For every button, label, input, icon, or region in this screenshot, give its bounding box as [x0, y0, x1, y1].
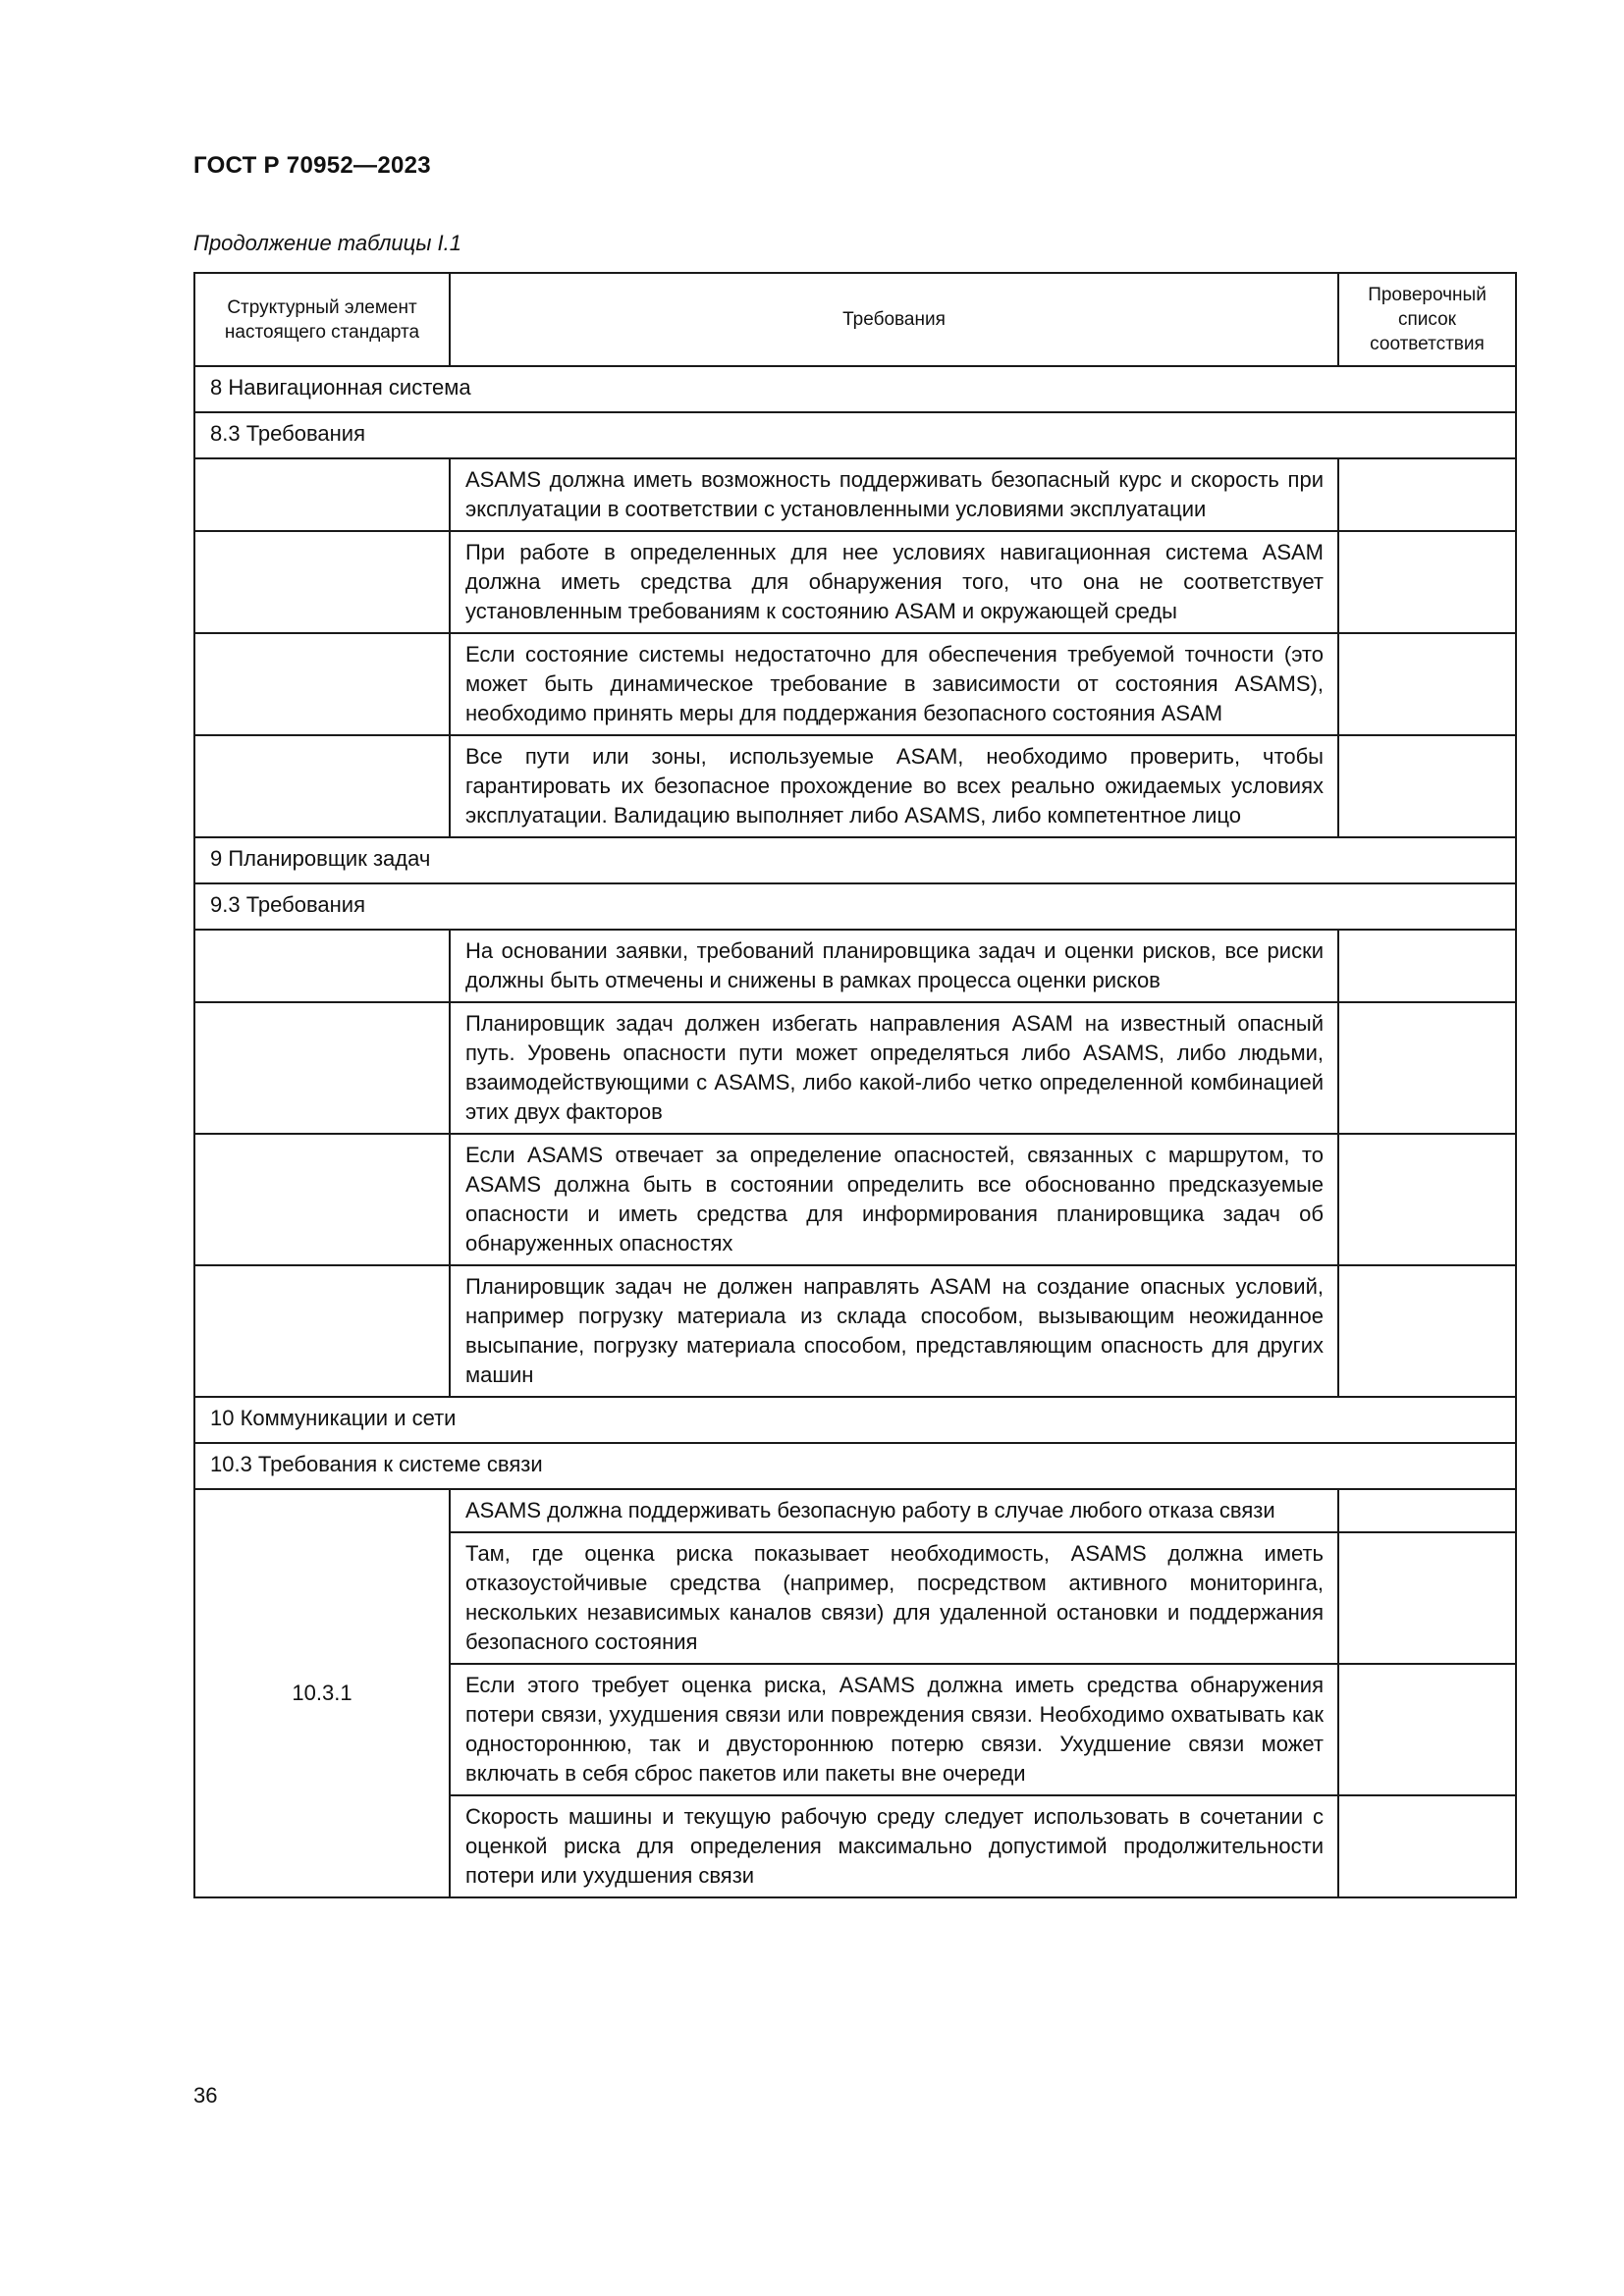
page-number: 36 — [193, 2083, 218, 2108]
table-caption: Продолжение таблицы I.1 — [193, 231, 461, 255]
column-header-structure: Структурный элемент настоящего стандарта — [194, 273, 450, 366]
section-row — [194, 1443, 1516, 1489]
requirement-cell: Если этого требует оценка риска, ASAMS должна иметь средства обнаружения потери связи, ухудшения связи или повреждения связи. Необходимо охватывать как одностороннюю, так и двустороннюю потерю связи. Ухудшение связи может включать в себя сброс пакетов или пакеты вне очереди — [450, 1664, 1338, 1795]
section-title: 9 Планировщик задач — [194, 837, 1516, 883]
table-row — [194, 1002, 1516, 1134]
requirement-cell: На основании заявки, требований планировщика задач и оценки рисков, все риски должны быть отмечены и снижены в рамках процесса оценки рисков — [450, 930, 1338, 1002]
section-title: 10 Коммуникации и сети — [194, 1397, 1516, 1443]
requirement-cell: ASAMS должна иметь возможность поддерживать безопасный курс и скорость при эксплуатации в соответствии с установленными условиями эксплуатации — [450, 458, 1338, 531]
structure-cell — [194, 930, 450, 1002]
checklist-cell — [1338, 1489, 1516, 1532]
checklist-cell — [1338, 1002, 1516, 1134]
structure-cell-10-3-1: 10.3.1 — [194, 1489, 450, 1897]
structure-cell — [194, 458, 450, 531]
table-row — [194, 1489, 1516, 1532]
table-row — [194, 633, 1516, 735]
table-row — [194, 458, 1516, 531]
structure-cell — [194, 1134, 450, 1265]
structure-cell — [194, 531, 450, 633]
section-row — [194, 412, 1516, 458]
column-header-requirements: Требования — [450, 273, 1338, 366]
checklist-cell — [1338, 1134, 1516, 1265]
checklist-cell — [1338, 633, 1516, 735]
table-row — [194, 735, 1516, 837]
checklist-cell — [1338, 531, 1516, 633]
checklist-cell — [1338, 735, 1516, 837]
section-title: 9.3 Требования — [194, 883, 1516, 930]
requirement-cell: Если ASAMS отвечает за определение опасностей, связанных с маршрутом, то ASAMS должна быть в состоянии определить все обоснованно предсказуемые опасности и иметь средства для информирования планировщика задач об обнаруженных опасностях — [450, 1134, 1338, 1265]
requirement-cell: Планировщик задач не должен направлять ASAM на создание опасных условий, например погрузку материала из склада способом, вызывающим неожиданное высыпание, погрузку материала способом, представляющим опасность для других машин — [450, 1265, 1338, 1397]
section-row — [194, 1397, 1516, 1443]
requirement-cell: ASAMS должна поддерживать безопасную работу в случае любого отказа связи — [450, 1489, 1338, 1532]
table-row — [194, 1134, 1516, 1265]
structure-cell — [194, 633, 450, 735]
section-title: 10.3 Требования к системе связи — [194, 1443, 1516, 1489]
structure-cell — [194, 1265, 450, 1397]
table-row — [194, 930, 1516, 1002]
section-title: 8.3 Требования — [194, 412, 1516, 458]
section-title: 8 Навигационная система — [194, 366, 1516, 412]
checklist-cell — [1338, 930, 1516, 1002]
document-header: ГОСТ Р 70952—2023 — [193, 152, 431, 179]
requirement-cell: Если состояние системы недостаточно для обеспечения требуемой точности (это может быть динамическое требование в зависимости от состояния ASAMS), необходимо принять меры для поддержания безопасного состояния ASAM — [450, 633, 1338, 735]
table-header-row — [194, 273, 1516, 366]
requirement-cell: Планировщик задач должен избегать направления ASAM на известный опасный путь. Уровень опасности пути может определяться либо ASAMS, либо людьми, взаимодействующими с ASAMS, либо какой-либо четко определенной комбинацией этих двух факторов — [450, 1002, 1338, 1134]
table-row — [194, 1265, 1516, 1397]
checklist-cell — [1338, 1795, 1516, 1897]
section-row — [194, 837, 1516, 883]
requirement-cell: Скорость машины и текущую рабочую среду следует использовать в сочетании с оценкой риска для определения максимально допустимой продолжительности потери или ухудшения связи — [450, 1795, 1338, 1897]
structure-cell — [194, 735, 450, 837]
checklist-cell — [1338, 458, 1516, 531]
section-row — [194, 366, 1516, 412]
checklist-cell — [1338, 1265, 1516, 1397]
requirement-cell: При работе в определенных для нее условиях навигационная система ASAM должна иметь средства для обнаружения того, что она не соответствует установленным требованиям к состоянию ASAM и окружающей среды — [450, 531, 1338, 633]
section-row — [194, 883, 1516, 930]
requirement-cell: Все пути или зоны, используемые ASAM, необходимо проверить, чтобы гарантировать их безопасное прохождение во всех реально ожидаемых условиях эксплуатации. Валидацию выполняет либо ASAMS, либо компетентное лицо — [450, 735, 1338, 837]
structure-cell — [194, 1002, 450, 1134]
checklist-cell — [1338, 1664, 1516, 1795]
checklist-cell — [1338, 1532, 1516, 1664]
requirement-cell: Там, где оценка риска показывает необходимость, ASAMS должна иметь отказоустойчивые средства (например, посредством активного мониторинга, нескольких независимых каналов связи) для удаленной остановки и поддержания безопасного состояния — [450, 1532, 1338, 1664]
requirements-table — [193, 272, 1517, 1898]
column-header-checklist: Проверочный список соответствия — [1338, 273, 1516, 366]
table-row — [194, 531, 1516, 633]
